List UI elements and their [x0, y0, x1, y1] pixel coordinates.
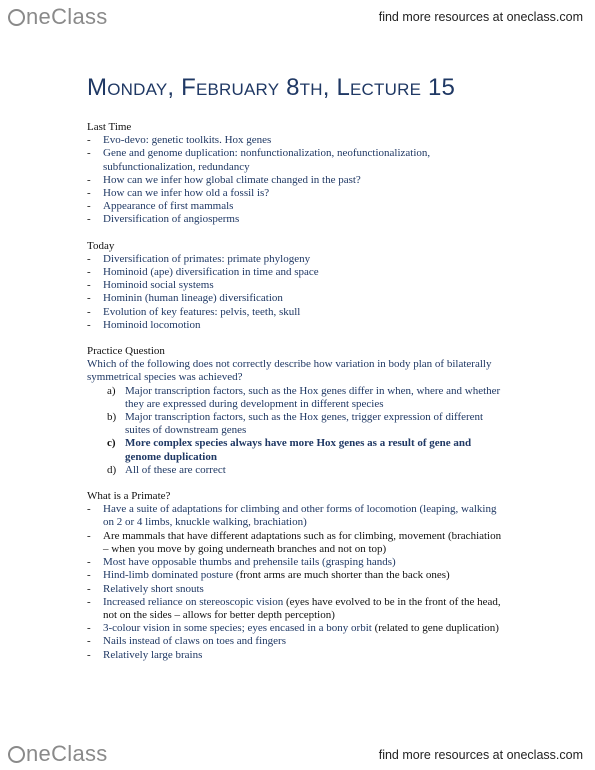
- today-list: [87, 253, 507, 332]
- list-item: - Hominin (human lineage) diversification: [87, 292, 507, 305]
- list-item: - How can we infer how old a fossil is?: [87, 187, 507, 200]
- list-item: - Relatively large brains: [87, 649, 507, 662]
- list-item: - How can we infer how global climate changed in the past?: [87, 174, 507, 187]
- orbit-text: 3-colour vision in some species; eyes encased in a bony orbit: [103, 622, 372, 635]
- primate-list: [87, 503, 507, 661]
- list-item: - Are mammals that have different adaptations such as for climbing, movement (brachiation – when you move by going underneath branches and not on top): [87, 530, 507, 556]
- primate-section: [87, 490, 507, 662]
- practice-heading: Practice Question: [87, 345, 165, 358]
- practice-question: Which of the following does not correctly describe how variation in body plan of bilaterally symmetrical species was achieved?: [87, 358, 492, 384]
- oneclass-logo: [8, 4, 108, 30]
- logo-circle-icon: [8, 746, 25, 763]
- list-item: - Diversification of angiosperms: [87, 213, 507, 226]
- list-item: [87, 622, 507, 635]
- today-section: [87, 240, 507, 332]
- posture-text: Hind-limb dominated posture: [103, 569, 234, 582]
- list-item: [87, 569, 507, 582]
- practice-section: [87, 345, 507, 477]
- option-c-answer: c) More complex species always have more Hox genes as a result of gene and genome duplication: [107, 437, 507, 463]
- option-d: d) All of these are correct: [107, 464, 507, 477]
- primate-heading: What is a Primate?: [87, 490, 171, 503]
- list-item: - Have a suite of adaptations for climbing and other forms of locomotion (leaping, walking on 2 or 4 limbs, knuckle walking, brachiation): [87, 503, 507, 529]
- list-item: - Relatively short snouts: [87, 583, 507, 596]
- logo-text: neClass: [26, 741, 108, 766]
- lecture-notes: [87, 121, 507, 662]
- list-item: - Diversification of primates: primate phylogeny: [87, 253, 507, 266]
- vision-note: (eyes have evolved to be in the front of the head, not on the sides – allows for better depth perception): [103, 595, 501, 621]
- last-time-heading: Last Time: [87, 121, 132, 133]
- logo-circle-icon: [8, 9, 25, 26]
- last-time-list: [87, 134, 507, 226]
- list-item: - Hominoid locomotion: [87, 319, 507, 332]
- vision-text: Increased reliance on stereoscopic vision: [103, 595, 284, 608]
- logo-text: neClass: [26, 4, 108, 29]
- posture-note: (front arms are much shorter than the back ones): [233, 569, 450, 582]
- list-item: - Appearance of first mammals: [87, 200, 507, 213]
- list-item: [87, 596, 507, 622]
- today-heading: Today: [87, 239, 115, 252]
- list-item: - Most have opposable thumbs and prehensile tails (grasping hands): [87, 556, 507, 569]
- list-item: - Evo-devo: genetic toolkits. Hox genes: [87, 134, 507, 147]
- option-b: b) Major transcription factors, such as the Hox genes, trigger expression of different suites of downstream genes: [107, 411, 507, 437]
- practice-options: [87, 385, 507, 477]
- option-a: a) Major transcription factors, such as the Hox genes differ in when, where and whether they are expressed during development in different species: [107, 385, 507, 411]
- footer-tagline[interactable]: find more resources at oneclass.com: [378, 748, 583, 762]
- list-item: - Gene and genome duplication: nonfunctionalization, neofunctionalization, subfunctionalization, redundancy: [87, 147, 507, 173]
- orbit-note: (related to gene duplication): [371, 622, 499, 635]
- last-time-section: [87, 121, 507, 227]
- list-item: - Hominoid (ape) diversification in time and space: [87, 266, 507, 279]
- list-item: - Nails instead of claws on toes and fingers: [87, 635, 507, 648]
- list-item: - Evolution of key features: pelvis, teeth, skull: [87, 306, 507, 319]
- list-item: - Hominoid social systems: [87, 279, 507, 292]
- page-title: Monday, February 8th, Lecture 15: [87, 74, 456, 101]
- header-tagline[interactable]: find more resources at oneclass.com: [378, 10, 583, 24]
- oneclass-logo-footer: [8, 741, 108, 767]
